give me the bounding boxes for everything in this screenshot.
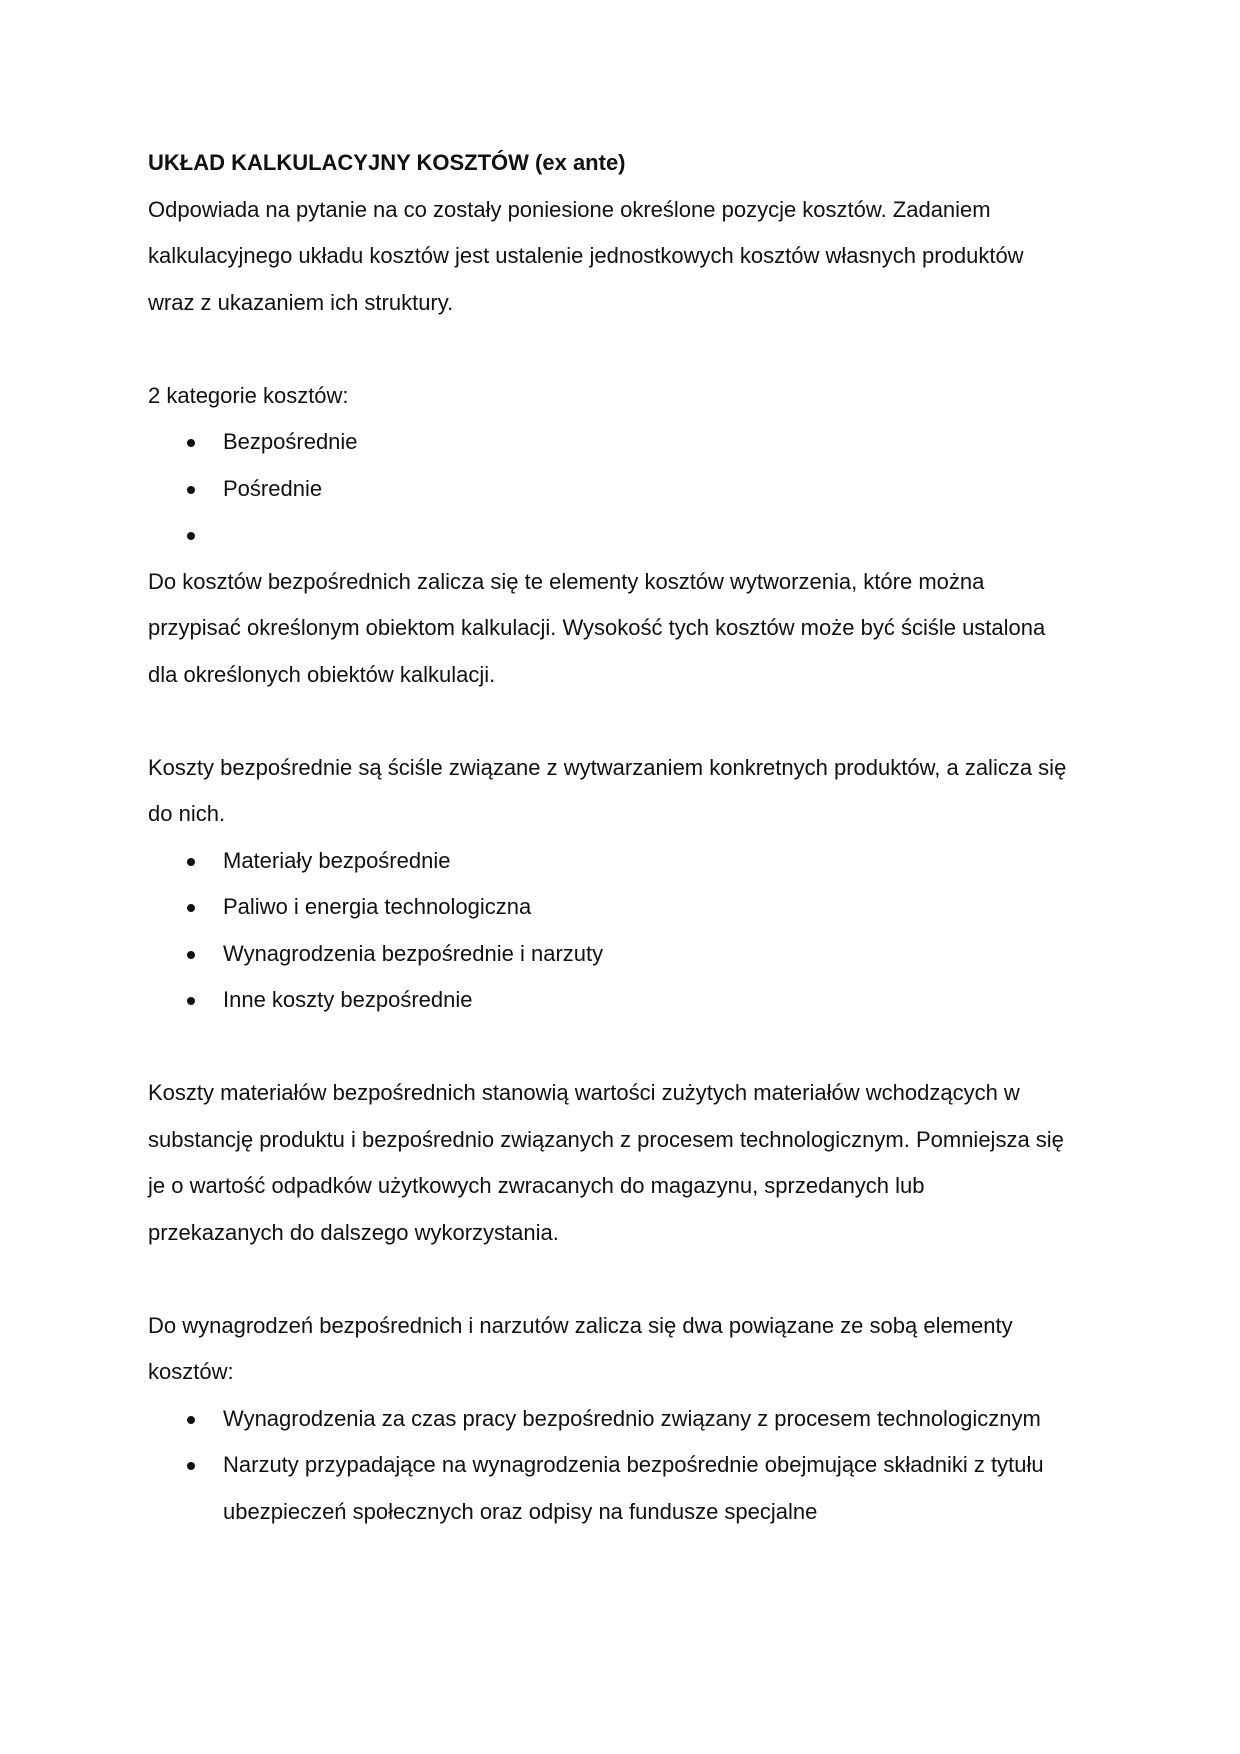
text-line: Do kosztów bezpośrednich zalicza się te elementy kosztów wytworzenia, które można [148, 568, 985, 594]
intro-paragraph [148, 187, 1108, 327]
list-item [148, 1396, 1108, 1443]
list-item-label: Wynagrodzenia za czas pracy bezpośrednio związany z procesem technologicznym [223, 1405, 1041, 1431]
text-line: do nich. [148, 801, 226, 826]
bullet-icon [187, 951, 195, 959]
text-line: dla określonych obiektów kalkulacji. [148, 661, 496, 687]
direct-related-paragraph [148, 745, 1108, 838]
materials-paragraph [148, 1070, 1108, 1256]
paragraph-gap [148, 1256, 1108, 1303]
bullet-icon [187, 1416, 195, 1424]
direct-items-list [148, 838, 1108, 1024]
text-line: Odpowiada na pytanie na co zostały poniesione określone pozycje kosztów. Zadaniem [148, 196, 991, 222]
categories-heading: 2 kategorie kosztów: [148, 382, 349, 408]
list-item-label-continued: ubezpieczeń społecznych oraz odpisy na fundusze specjalne [223, 1498, 818, 1524]
text-line: przekazanych do dalszego wykorzystania. [148, 1219, 559, 1245]
text-line: kalkulacyjnego układu kosztów jest ustalenie jednostkowych kosztów własnych produktów [148, 243, 1024, 268]
direct-definition-paragraph [148, 559, 1108, 699]
text-line: przypisać określonym obiektom kalkulacji. Wysokość tych kosztów może być ściśle ustalona [148, 615, 1046, 640]
document-body [148, 140, 1108, 1535]
paragraph-gap [148, 326, 1108, 373]
paragraph-gap [148, 698, 1108, 745]
list-item [148, 977, 1108, 1024]
text-line: kosztów: [148, 1359, 234, 1384]
list-item [148, 512, 1108, 559]
text-line: Do wynagrodzeń bezpośrednich i narzutów zalicza się dwa powiązane ze sobą elementy [148, 1312, 1013, 1338]
list-item-label: Inne koszty bezpośrednie [223, 987, 473, 1012]
bullet-icon [187, 904, 195, 912]
list-item [148, 884, 1108, 931]
list-item-label: Bezpośrednie [223, 429, 358, 454]
text-line: Koszty materiałów bezpośrednich stanowią wartości zużytych materiałów wchodzących w [148, 1080, 1020, 1105]
list-item [148, 466, 1108, 513]
list-item-label: Narzuty przypadające na wynagrodzenia bezpośrednie obejmujące składniki z tytułu [223, 1452, 1044, 1477]
text-line: Koszty bezpośrednie są ściśle związane z wytwarzaniem konkretnych produktów, a zalicza się [148, 754, 1067, 780]
list-item [148, 1442, 1108, 1535]
text-line: je o wartość odpadków użytkowych zwracanych do magazynu, sprzedanych lub [148, 1173, 925, 1198]
bullet-icon [187, 532, 195, 540]
text-line: wraz z ukazaniem ich struktury. [148, 289, 454, 315]
categories-list [148, 419, 1108, 559]
bullet-icon [187, 486, 195, 494]
list-item-label: Pośrednie [223, 475, 323, 501]
list-item [148, 838, 1108, 885]
list-item [148, 419, 1108, 466]
list-item-label: Wynagrodzenia bezpośrednie i narzuty [223, 940, 604, 966]
document-title: UKŁAD KALKULACYJNY KOSZTÓW (ex ante) [148, 150, 626, 175]
bullet-icon [187, 1462, 195, 1470]
wages-intro-paragraph [148, 1303, 1108, 1396]
bullet-icon [187, 997, 195, 1005]
wages-items-list [148, 1396, 1108, 1536]
bullet-icon [187, 439, 195, 447]
list-item-label: Paliwo i energia technologiczna [223, 894, 532, 919]
list-item-label: Materiały bezpośrednie [223, 847, 451, 873]
paragraph-gap [148, 1024, 1108, 1071]
text-line: substancję produktu i bezpośrednio związanych z procesem technologicznym. Pomniejsza się [148, 1126, 1064, 1152]
list-item [148, 931, 1108, 978]
bullet-icon [187, 858, 195, 866]
